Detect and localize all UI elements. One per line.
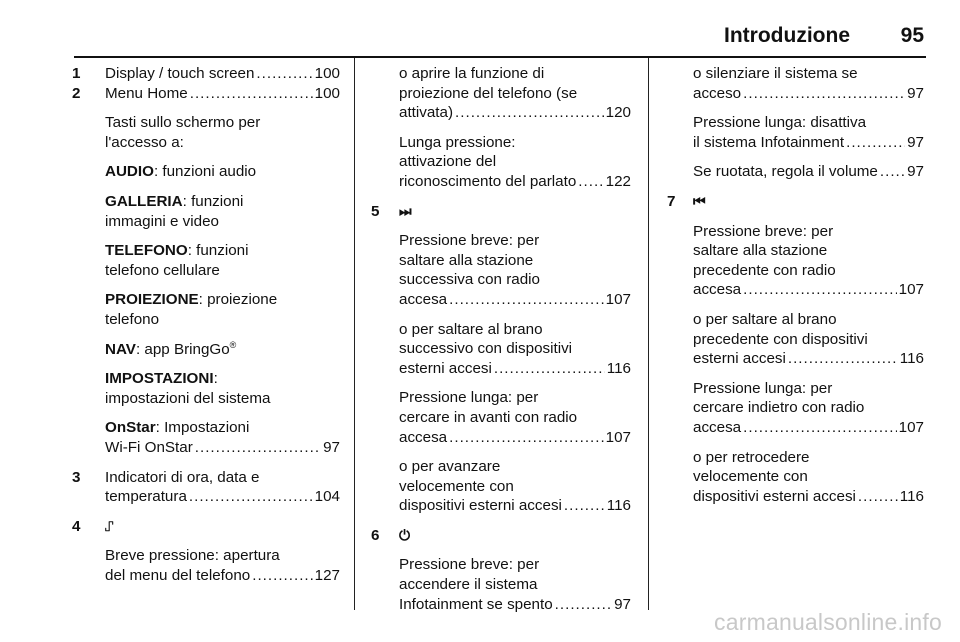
text-line: telefono cellulare	[105, 261, 220, 279]
text-line: cercare in avanti con radio	[399, 408, 578, 426]
text-line: Breve pressione: apertura	[105, 547, 280, 565]
text-line: saltare alla stazione	[693, 242, 828, 260]
text-line: o per avanzare	[399, 458, 501, 476]
paragraph-brano-5	[371, 320, 631, 379]
text-line: l'accesso a:	[105, 133, 184, 151]
paragraph-lunga	[371, 133, 631, 192]
text-line: Pressione lunga: per	[693, 379, 833, 397]
paragraph-impostazioni	[72, 369, 340, 408]
page-ref: 107	[605, 428, 631, 446]
page-ref: 97	[614, 595, 631, 613]
term-text: : Impostazioni	[155, 419, 250, 437]
watermark: carmanualsonline.info	[714, 609, 942, 635]
text-line: impostazioni del sistema	[105, 389, 271, 407]
text-line: saltare alla stazione	[399, 251, 534, 269]
text-line: accesa	[693, 281, 742, 299]
item-text: Display / touch screen	[105, 65, 255, 82]
term-label: IMPOSTAZIONI	[105, 370, 214, 388]
page-ref: 97	[907, 84, 924, 102]
text-line: attivazione del	[399, 153, 497, 171]
registered-mark: ®	[229, 339, 237, 350]
item-number: 5	[371, 202, 380, 220]
text-line: successivo con dispositivi	[399, 340, 573, 358]
page-ref: 104	[314, 488, 340, 506]
page-ref: 107	[605, 290, 631, 308]
paragraph-breve-7	[668, 222, 924, 300]
text-line: immagini e video	[105, 212, 219, 230]
column-2	[371, 64, 631, 614]
text-line: accendere il sistema	[399, 576, 538, 594]
page-ref: 100	[314, 84, 340, 102]
list-item-2	[72, 84, 340, 104]
page-ref: 127	[314, 566, 340, 584]
paragraph-nav	[72, 340, 340, 360]
item-number: 3	[72, 468, 81, 486]
text-line: acceso	[693, 84, 742, 102]
text-line: proiezione del telefono (se	[399, 84, 578, 102]
paragraph-breve-4	[72, 546, 340, 585]
paragraph-galleria	[72, 192, 340, 231]
column-3	[668, 64, 924, 506]
page-ref: 107	[898, 418, 924, 436]
paragraph-onstar	[72, 418, 340, 457]
page-header	[0, 24, 960, 54]
text-line: accesa	[399, 428, 448, 446]
item-number: 4	[72, 517, 81, 535]
list-item-5	[371, 202, 631, 222]
paragraph-ruotata	[668, 162, 924, 182]
term-text: : funzioni audio	[153, 163, 257, 181]
page-ref: 122	[605, 172, 631, 190]
header-rule	[74, 56, 926, 58]
column-1	[72, 64, 340, 585]
paragraph-brano-7	[668, 310, 924, 369]
paragraph-telefono	[72, 241, 340, 280]
list-item-6	[371, 526, 631, 546]
item-number: 2	[72, 84, 81, 102]
text-line: Pressione lunga: disattiva	[693, 114, 867, 132]
term-text: : proiezione	[198, 291, 278, 309]
page-ref: 116	[899, 350, 924, 368]
term-text: :	[213, 370, 218, 388]
text-line: Indicatori di ora, data e	[105, 468, 260, 486]
list-item-3	[72, 468, 340, 507]
page-ref: 97	[907, 163, 924, 181]
item-number: 7	[667, 192, 676, 210]
column-divider-2	[648, 58, 649, 610]
term-label: AUDIO	[105, 163, 154, 181]
text-line: Pressione lunga: per	[399, 389, 539, 407]
text-line: dispositivi esterni accesi	[399, 497, 562, 515]
text-line: Infotainment se spento	[399, 595, 553, 613]
text-line: esterni accesi	[399, 359, 492, 377]
text-line: il sistema Infotainment	[693, 133, 845, 151]
text-line: dispositivi esterni accesi	[693, 487, 856, 505]
term-label: GALLERIA	[105, 192, 183, 210]
text-line: velocemente con	[693, 468, 808, 486]
text-line: precedente con dispositivi	[693, 330, 868, 348]
term-text: : app BringGo	[135, 340, 230, 358]
list-item-4	[72, 517, 340, 537]
text-line: o per saltare al brano	[399, 320, 543, 338]
paragraph-avanzare	[371, 457, 631, 516]
text-line: successiva con radio	[399, 271, 540, 289]
page-ref: 100	[314, 65, 340, 82]
paragraph-audio	[72, 162, 340, 182]
item-number: 1	[72, 65, 81, 82]
term-text: : funzioni	[182, 192, 244, 210]
page-ref: 116	[606, 359, 631, 377]
text-line: precedente con radio	[693, 261, 836, 279]
page-ref: 107	[898, 281, 924, 299]
text-line: Wi-Fi OnStar	[105, 438, 193, 456]
text-line: esterni accesi	[693, 350, 786, 368]
paragraph-lunga-5	[371, 388, 631, 447]
paragraph-retrocedere	[668, 448, 924, 507]
paragraph-lunga-disattiva	[668, 113, 924, 152]
page-ref: 116	[606, 497, 631, 515]
page-number: 95	[900, 24, 924, 47]
paragraph-silenziare	[668, 64, 924, 103]
chapter-title: Introduzione	[724, 24, 850, 47]
text-line: Se ruotata, regola il volume	[693, 163, 878, 181]
text-line: accesa	[693, 418, 742, 436]
text-line: temperatura	[105, 488, 187, 506]
term-label: PROIEZIONE	[105, 291, 199, 309]
text-line: o aprire la funzione di	[399, 65, 545, 82]
text-line: cercare indietro con radio	[693, 399, 865, 417]
text-line: velocemente con	[399, 477, 514, 495]
column-divider-1	[354, 58, 355, 610]
text-line: accesa	[399, 290, 448, 308]
text-line: del menu del telefono	[105, 566, 251, 584]
power-icon: ⏻	[399, 526, 411, 543]
item-number: 6	[371, 526, 380, 544]
text-line: Tasti sullo schermo per	[105, 114, 261, 132]
paragraph-proiezione	[72, 290, 340, 329]
text-line: Lunga pressione:	[399, 133, 516, 151]
text-line: Pressione breve: per	[399, 232, 540, 250]
term-label: NAV	[105, 340, 136, 358]
list-item-1	[72, 64, 340, 84]
phone-icon: ⑀	[105, 517, 114, 534]
page-ref: 97	[323, 438, 340, 456]
item-text: Menu Home	[105, 84, 188, 102]
text-line: o per saltare al brano	[693, 310, 837, 328]
text-line: riconoscimento del parlato	[399, 172, 577, 190]
skip-back-icon: ⏮	[693, 192, 706, 209]
text-line: Pressione breve: per	[693, 222, 834, 240]
term-text: : funzioni	[187, 242, 249, 260]
list-item-7	[668, 192, 924, 212]
text-line: o per retrocedere	[693, 448, 810, 466]
text-line: Pressione breve: per	[399, 556, 540, 574]
page-ref: 116	[899, 487, 924, 505]
paragraph-breve-5	[371, 231, 631, 309]
page-ref: 120	[605, 104, 631, 122]
term-label: TELEFONO	[105, 242, 188, 260]
page-ref: 97	[907, 133, 924, 151]
paragraph-tasti	[72, 113, 340, 152]
paragraph-breve-6	[371, 555, 631, 614]
term-label: OnStar	[105, 419, 156, 437]
skip-forward-icon: ⏭	[399, 202, 412, 219]
paragraph-lunga-7	[668, 379, 924, 438]
text-line: o silenziare il sistema se	[693, 65, 858, 82]
paragraph-aprire	[371, 64, 631, 123]
text-line: attivata)	[399, 104, 454, 122]
text-line: telefono	[105, 310, 160, 328]
